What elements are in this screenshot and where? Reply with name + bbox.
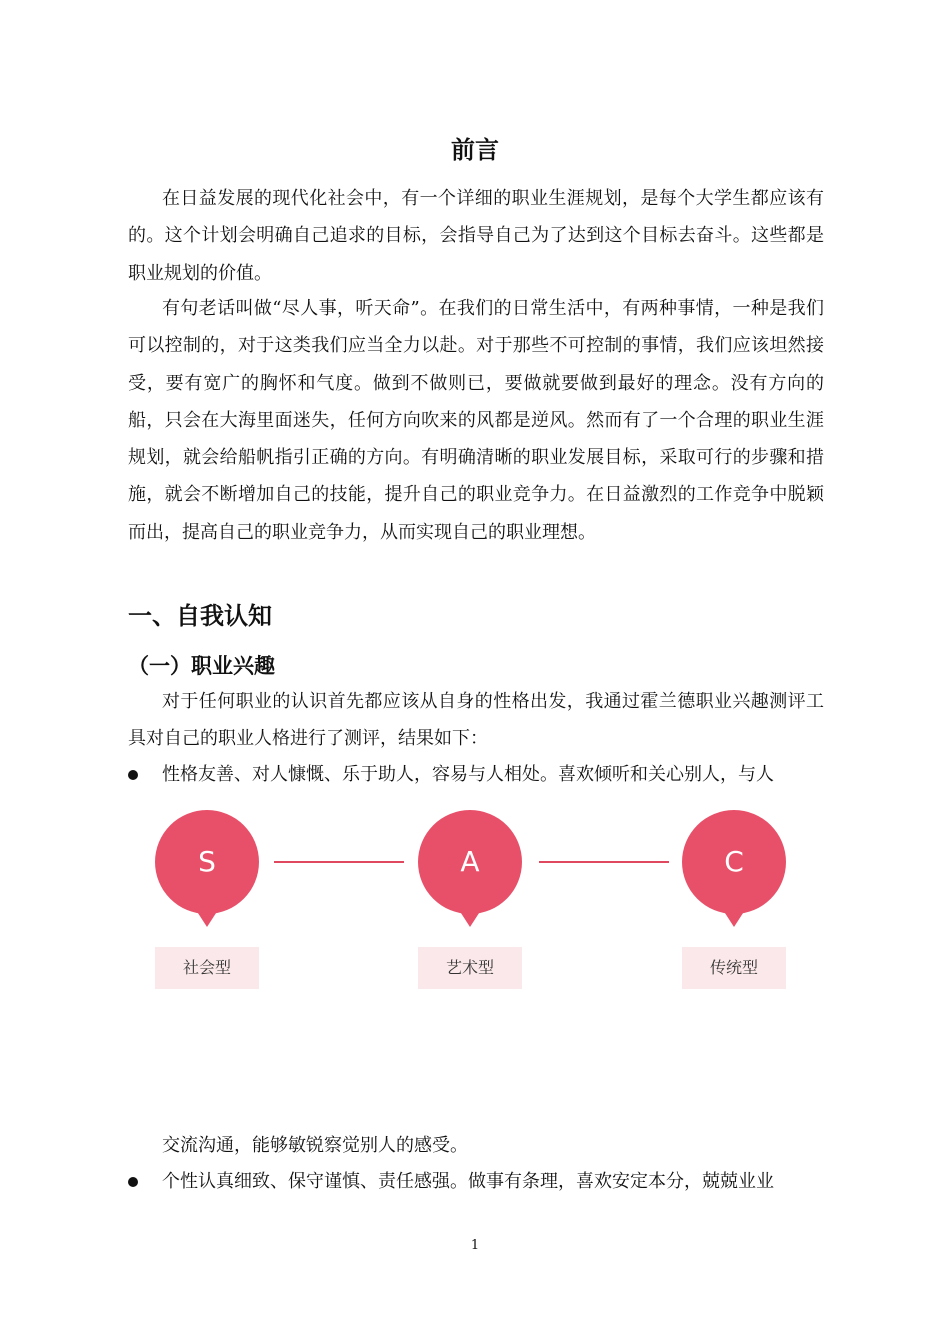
bullet-dot-icon (128, 770, 138, 780)
node-circle: C (682, 810, 786, 914)
bullet-item-1 (128, 756, 824, 793)
holland-code-diagram (150, 810, 790, 995)
diagram-node-s (155, 810, 259, 990)
node-label: 艺术型 (418, 947, 522, 989)
node-label: 传统型 (682, 947, 786, 989)
connector-line (539, 861, 669, 863)
bullet-dot-icon (128, 1177, 138, 1187)
bullet-item-2 (128, 1163, 824, 1200)
bullet-text: 性格友善、对人慷慨、乐于助人，容易与人相处。喜欢倾听和关心别人，与人 (162, 764, 774, 785)
intro-paragraph: 对于任何职业的认识首先都应该从自身的性格出发，我通过霍兰德职业兴趣测评工具对自己的职业人格进行了测评，结果如下： (128, 691, 824, 750)
section-heading: 一、自我认知 (128, 602, 272, 630)
preface-paragraph-2: 有句老话叫做“尽人事，听天命”。在我们的日常生活中，有两种事情，一种是我们可以控制的，对于这类我们应当全力以赴。对于那些不可控制的事情，我们应该坦然接受，要有宽广的胸怀和气度。做到不做则已，要做就要做到最好的理念。没有方向的船，只会在大海里面迷失，任何方向吹来的风都是逆风。然而有了一个合理的职业生涯规划，就会给船帆指引正确的方向。有明确清晰的职业发展目标，采取可行的步骤和措施，就会不断增加自己的技能，提升自己的职业竞争力。在日益激烈的工作竞争中脱颖而出，提高自己的职业竞争力，从而实现自己的职业理想。 (128, 298, 824, 543)
node-circle: S (155, 810, 259, 914)
pointer-icon (723, 910, 745, 927)
bullet-continuation: 交流沟通，能够敏锐察觉别人的感受。 (162, 1135, 468, 1156)
preface-paragraph-1: 在日益发展的现代化社会中，有一个详细的职业生涯规划，是每个大学生都应该有的。这个计划会明确自己追求的目标，会指导自己为了达到这个目标去奋斗。这些都是职业规划的价值。 (128, 188, 824, 284)
subsection-heading: （一）职业兴趣 (128, 654, 275, 678)
pointer-icon (196, 910, 218, 927)
diagram-node-c (682, 810, 786, 990)
connector-line (274, 861, 404, 863)
page-number: 1 (470, 1238, 480, 1253)
bullet-text: 个性认真细致、保守谨慎、责任感强。做事有条理，喜欢安定本分，兢兢业业 (162, 1171, 774, 1192)
node-circle: A (418, 810, 522, 914)
pointer-icon (459, 910, 481, 927)
node-label: 社会型 (155, 947, 259, 989)
diagram-node-a (418, 810, 522, 990)
page-title: 前言 (451, 136, 499, 164)
